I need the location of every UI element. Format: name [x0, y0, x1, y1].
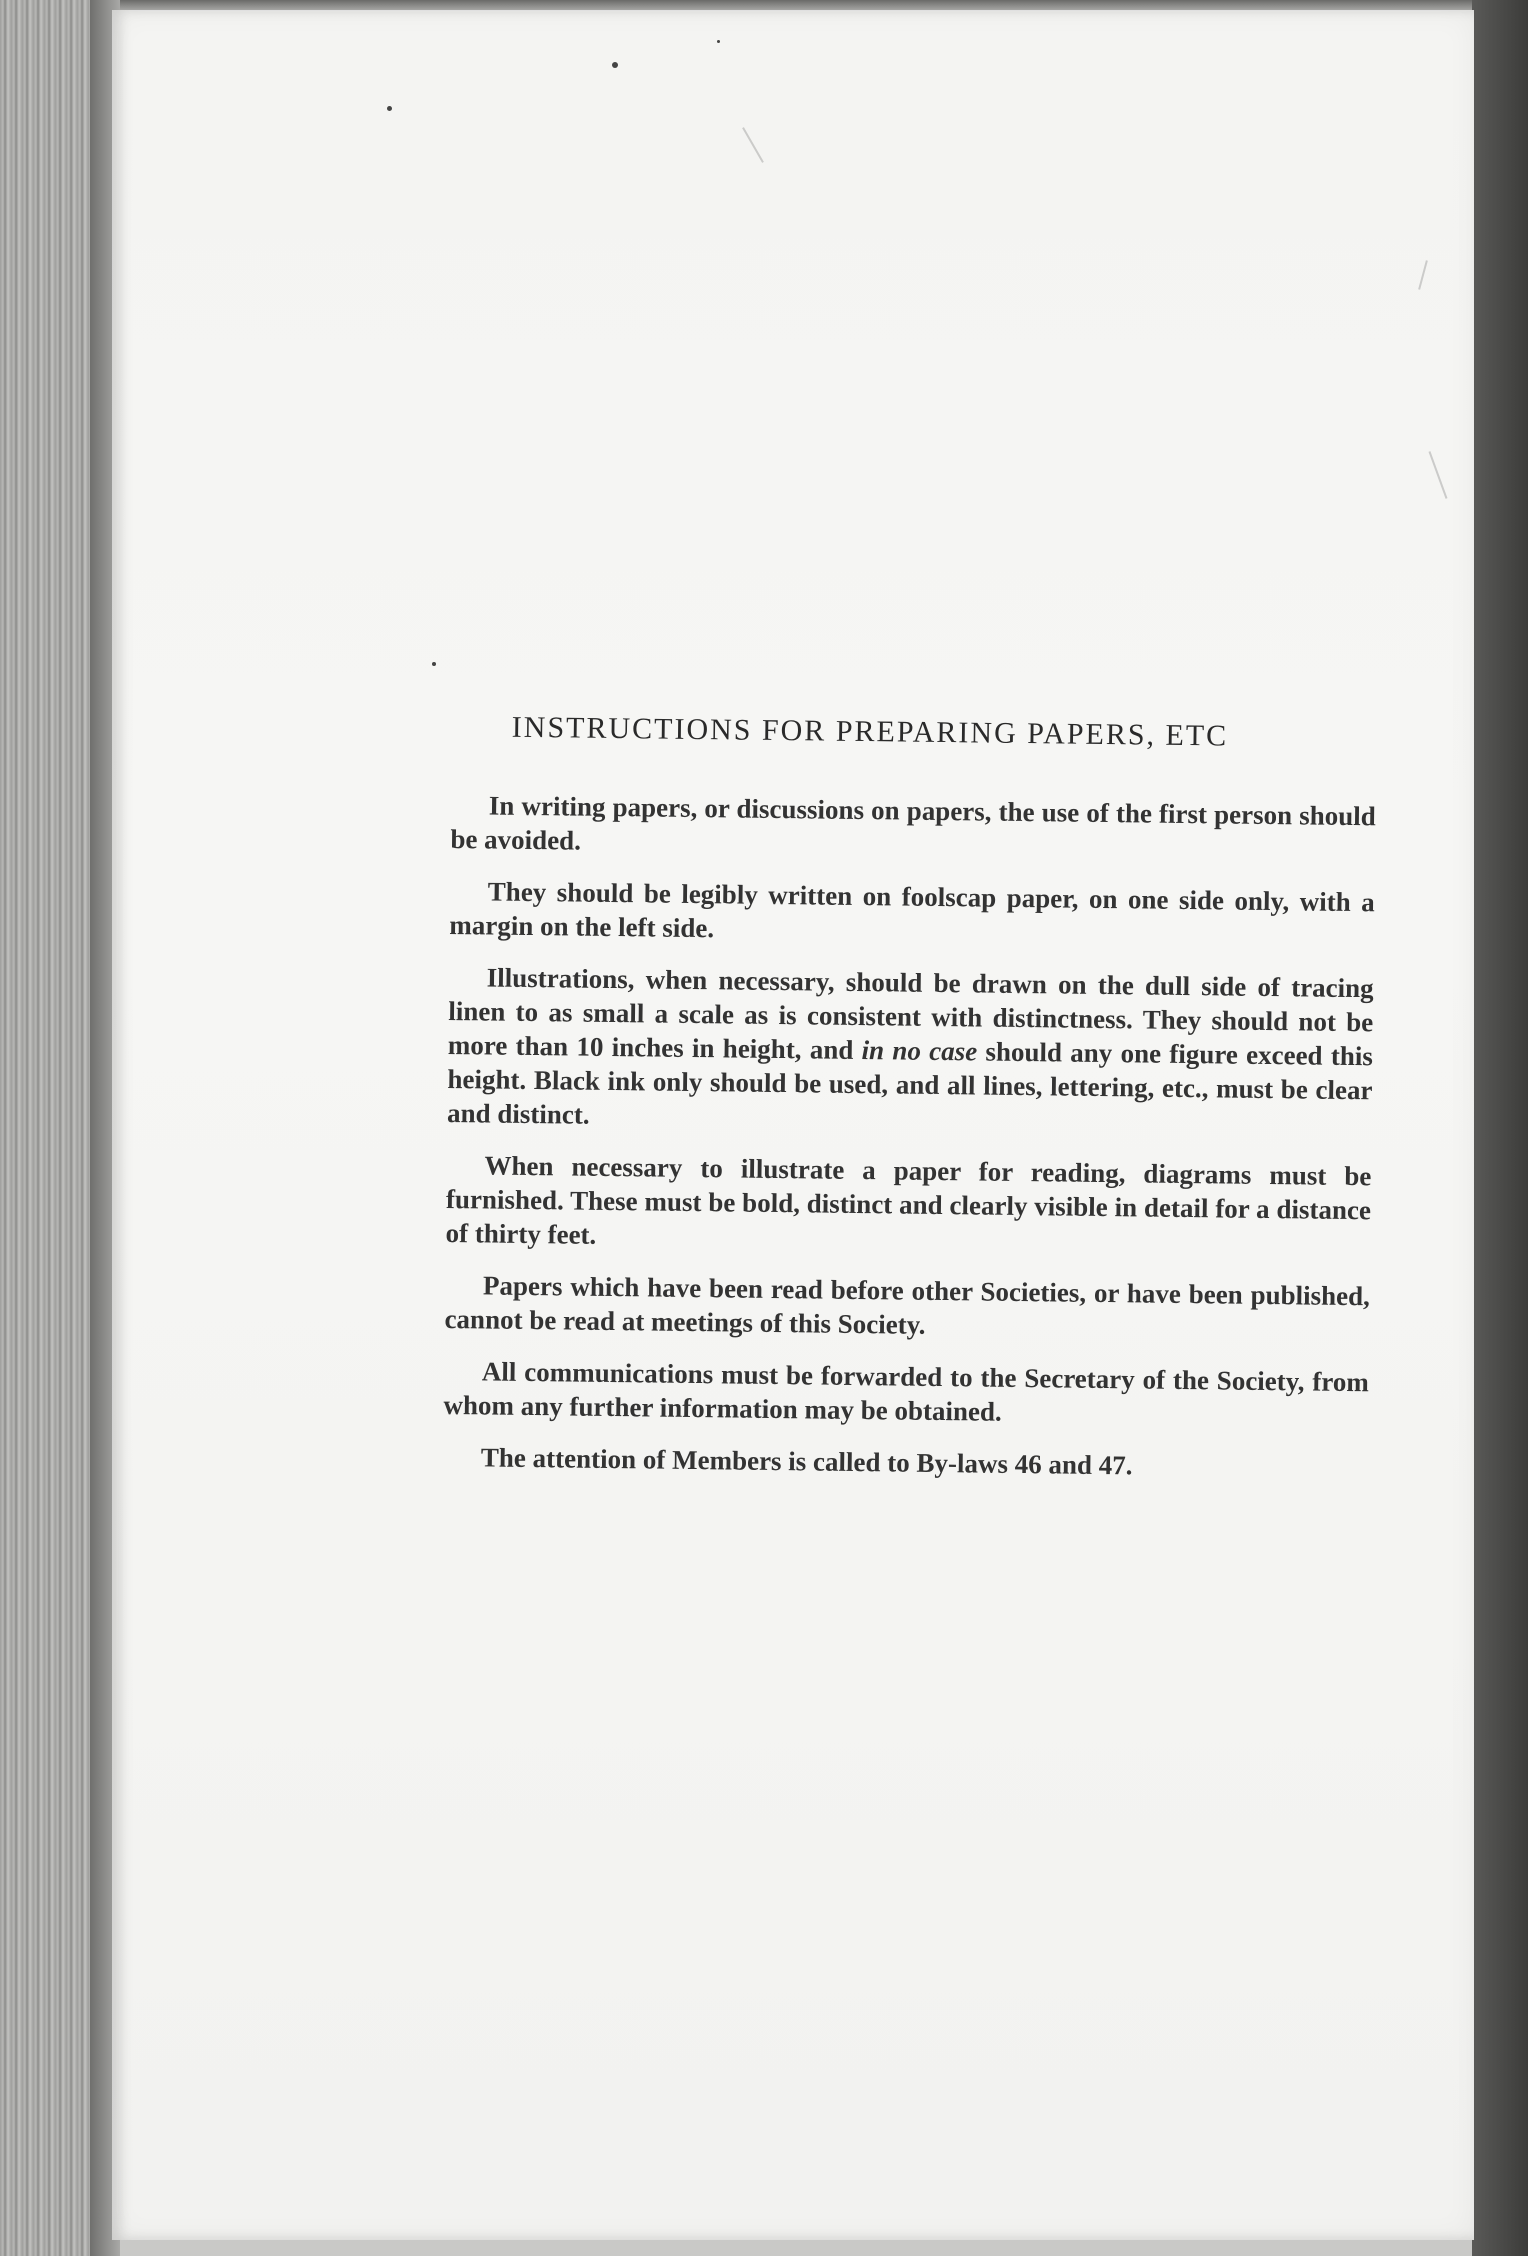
- scan-scratch: [1429, 451, 1448, 499]
- emphasis-in-no-case: in no case: [861, 1035, 978, 1067]
- page-title: INSTRUCTIONS FOR PREPARING PAPERS, ETC: [511, 710, 1229, 753]
- right-scan-edge: [1472, 0, 1528, 2256]
- paragraph-communications: All communications must be forwarded to the Secretary of the Society, from whom any further information may be obtained.: [443, 1356, 1370, 1427]
- illustrations-text-start: Illustrations, when necessary, should be drawn on the dull side of tracing linen to as small a scale as is consistent with distinctness. They should not be more than 10 inches in height, and: [447, 962, 1374, 1066]
- paragraph-diagrams: When necessary to illustrate a paper for reading, diagrams must be furnished. These must be bold, distinct and clearly visible in detail for a distance of thirty feet.: [445, 1150, 1372, 1250]
- paragraph-illustrations: [447, 960, 1374, 1141]
- dust-speck: [612, 62, 618, 68]
- instructions-text-block: [442, 710, 1376, 1503]
- dust-speck: [717, 40, 720, 43]
- dust-speck: [387, 106, 392, 111]
- illustrations-text-end: should any one figure exceed this height. Black ink only should be used, and all lines, lettering, etc., must be clear and distinct.: [446, 1036, 1374, 1130]
- paragraph-published-papers: Papers which have been read before other Societies, or have been published, cannot be read at meetings of this Society.: [444, 1270, 1371, 1340]
- dust-speck: [432, 662, 436, 666]
- paragraph-by-laws: The attention of Members is called to By-laws 46 and 47.: [480, 1442, 1133, 1481]
- scan-scratch: [742, 127, 764, 163]
- scan-scratch: [1418, 260, 1428, 289]
- paragraph-foolscap: They should be legibly written on foolscap paper, on one side only, with a margin on the left side.: [449, 876, 1375, 944]
- paragraph-first-person: In writing papers, or discussions on papers, the use of the first person should be avoided.: [450, 790, 1376, 856]
